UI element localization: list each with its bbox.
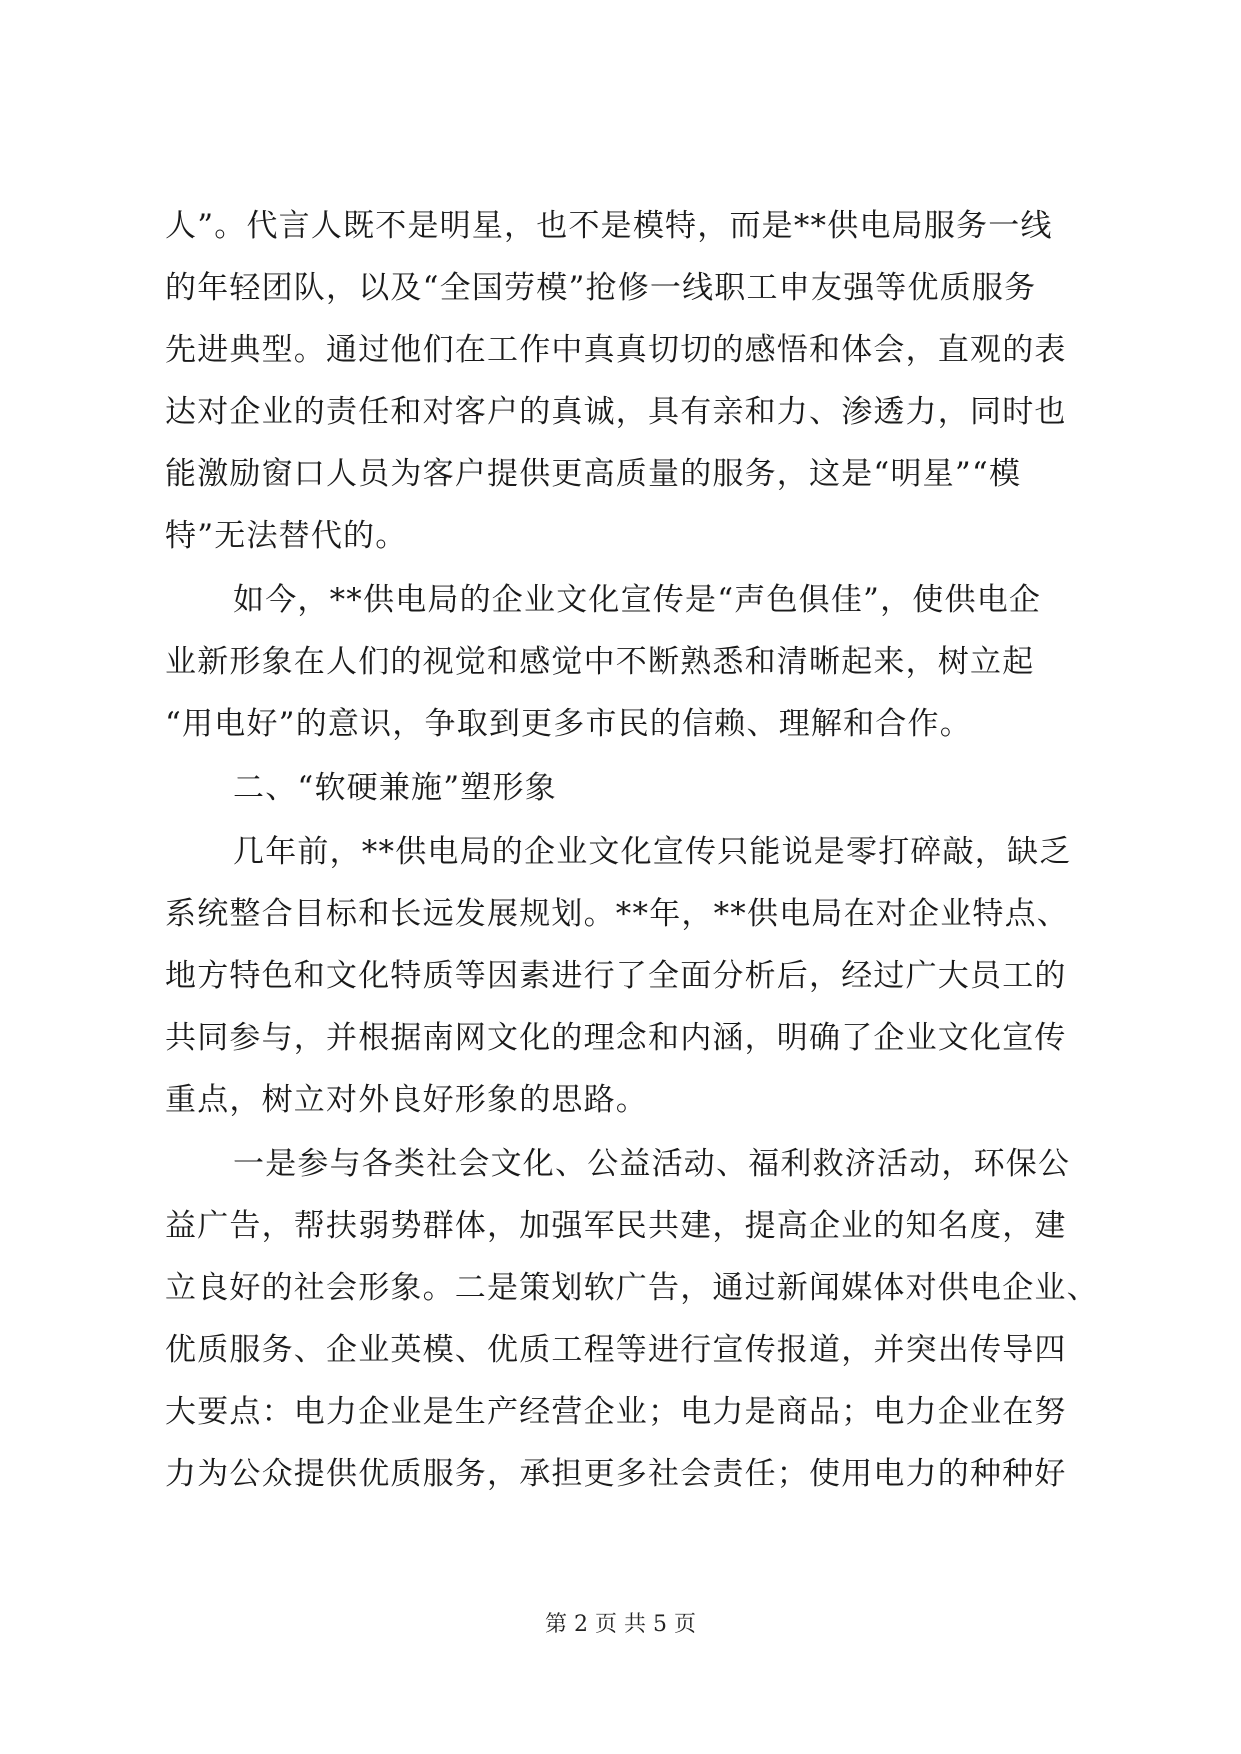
body-line: 的年轻团队，以及“全国劳模”抢修一线职工申友强等优质服务 xyxy=(165,270,1037,306)
body-line: 业新形象在人们的视觉和感觉中不断熟悉和清晰起来，树立起 xyxy=(165,644,1035,680)
body-line: 力为公众提供优质服务，承担更多社会责任；使用电力的种种好 xyxy=(165,1456,1067,1492)
body-line: 益广告，帮扶弱势群体，加强军民共建，提高企业的知名度，建 xyxy=(165,1208,1067,1244)
section-heading: 二、“软硬兼施”塑形象 xyxy=(233,770,557,806)
body-line: 优质服务、企业英模、优质工程等进行宣传报道，并突出传导四 xyxy=(165,1332,1067,1368)
paragraph-first-line: 一是参与各类社会文化、公益活动、福利救济活动，环保公 xyxy=(233,1146,1071,1182)
body-line: 重点，树立对外良好形象的思路。 xyxy=(165,1082,648,1118)
body-line: 系统整合目标和长远发展规划。**年，**供电局在对企业特点、 xyxy=(165,896,1069,932)
paragraph-first-line: 几年前，**供电局的企业文化宣传只能说是零打碎敲，缺乏 xyxy=(233,834,1072,870)
body-line: 人”。代言人既不是明星，也不是模特，而是**供电局服务一线 xyxy=(165,208,1053,244)
body-line: 达对企业的责任和对客户的真诚，具有亲和力、渗透力，同时也 xyxy=(165,394,1067,430)
body-line: 先进典型。通过他们在工作中真真切切的感悟和体会，直观的表 xyxy=(165,332,1067,368)
page-footer: 第 2 页 共 5 页 xyxy=(545,1612,696,1637)
body-line: 特”无法替代的。 xyxy=(165,518,408,554)
body-line: 能激励窗口人员为客户提供更高质量的服务，这是“明星”“模 xyxy=(165,456,1022,492)
body-line: 共同参与，并根据南网文化的理念和内涵，明确了企业文化宣传 xyxy=(165,1020,1067,1056)
body-line: 地方特色和文化特质等因素进行了全面分析后，经过广大员工的 xyxy=(165,958,1067,994)
paragraph-first-line: 如今，**供电局的企业文化宣传是“声色俱佳”，使供电企 xyxy=(233,582,1042,618)
body-line: 立良好的社会形象。二是策划软广告，通过新闻媒体对供电企业、 xyxy=(165,1270,1099,1306)
body-line: “用电好”的意识，争取到更多市民的信赖、理解和合作。 xyxy=(165,706,972,742)
body-line: 大要点：电力企业是生产经营企业；电力是商品；电力企业在努 xyxy=(165,1394,1067,1430)
